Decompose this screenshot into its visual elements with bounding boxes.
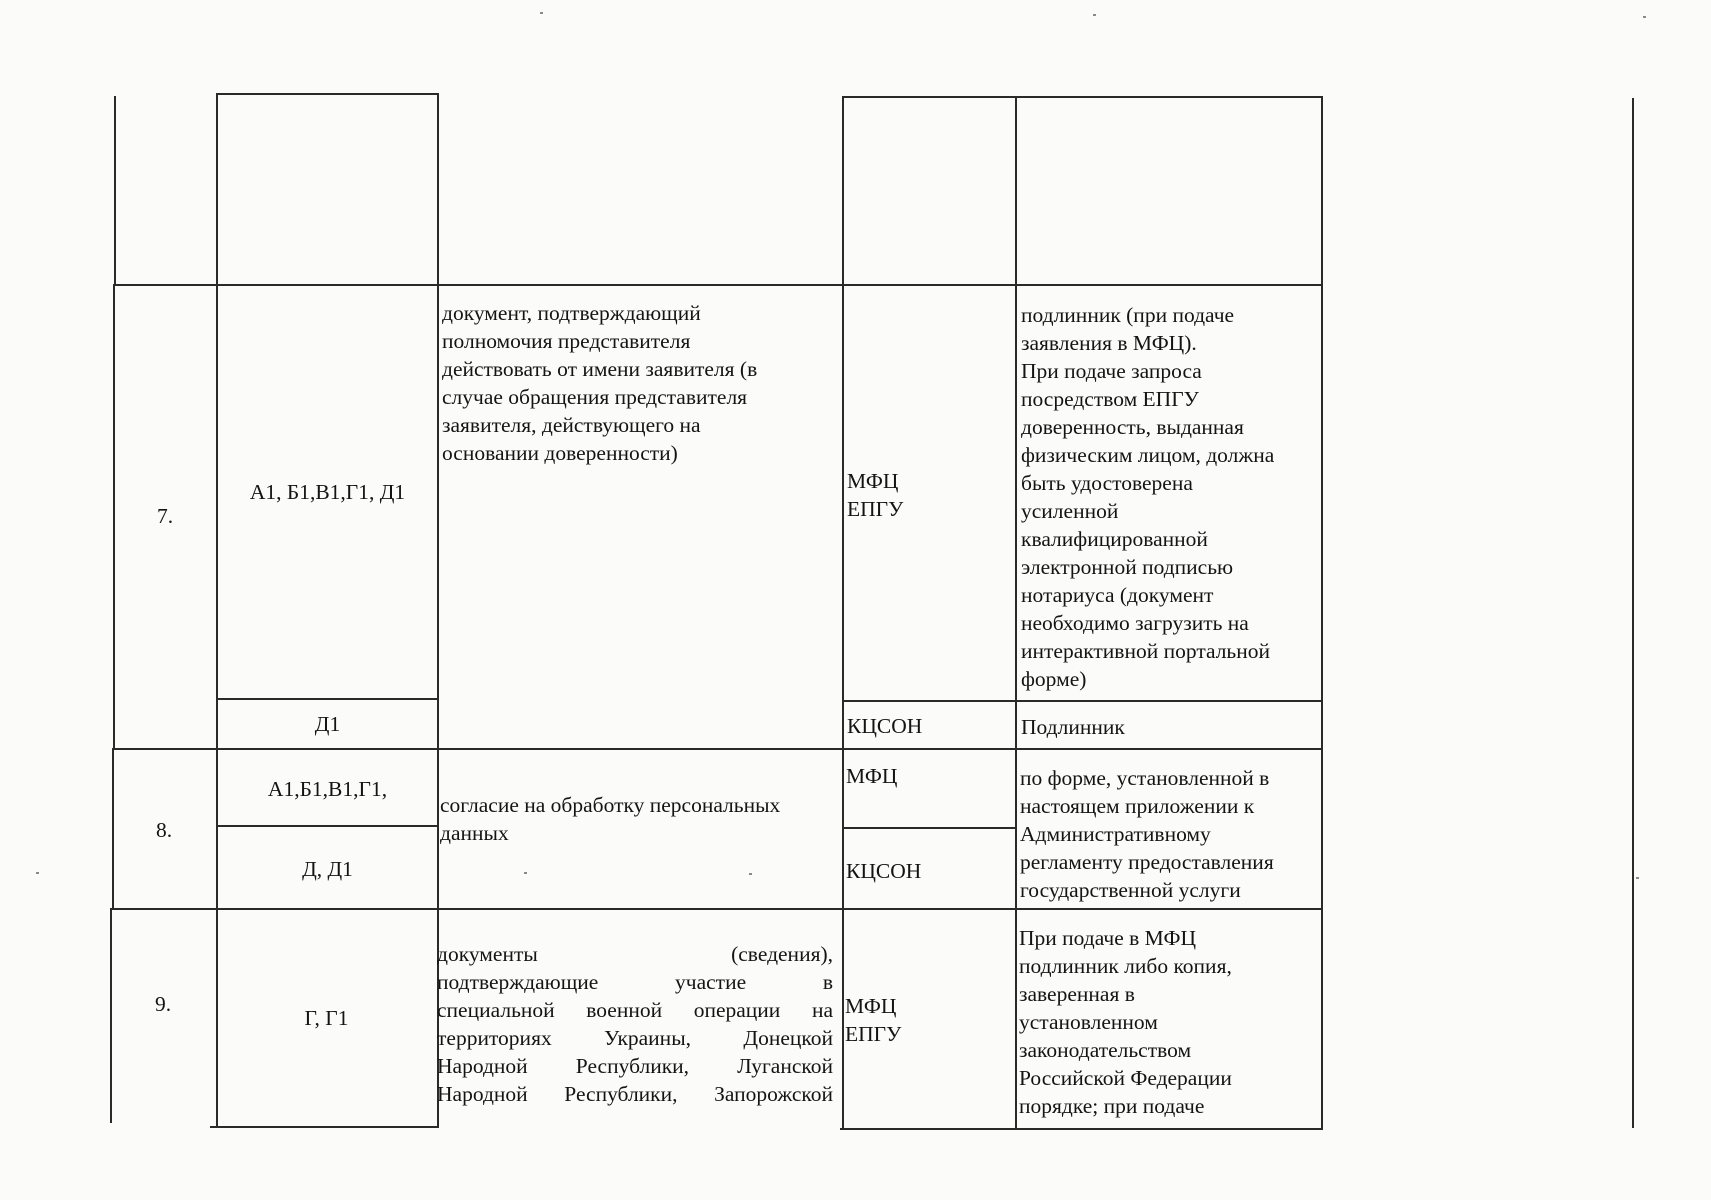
- scan-speck: [1643, 16, 1646, 18]
- row-separator: [842, 700, 1322, 702]
- row-separator: [842, 827, 1015, 829]
- document-line: подтверждающие участие в: [437, 970, 833, 994]
- category-cell: Д, Д1: [302, 857, 353, 881]
- row-separator: [216, 825, 438, 827]
- table-border: [842, 96, 844, 1128]
- scan-speck: [1636, 877, 1639, 879]
- table-border-left: [114, 96, 116, 286]
- table-border: [1321, 96, 1323, 1130]
- scan-speck: [36, 872, 39, 874]
- scan-speck: [1093, 14, 1096, 16]
- scan-speck: [540, 12, 543, 14]
- requirements-cell: подлинник (при подаче заявления в МФЦ). При подаче запроса посредством ЕПГУ доверенность, выданная физическим лицом, должна быть удостоверена усиленной квалифицированной электронной подписью нотариуса (документ необходимо загрузить на интерактивной портальной форме): [1021, 303, 1275, 691]
- row-number: 7.: [156, 504, 174, 528]
- row-separator: [216, 698, 438, 700]
- scan-speck: [524, 872, 527, 874]
- requirements-cell: по форме, установленной в настоящем приложении к Административному регламенту предоставления государственной услуги: [1020, 766, 1274, 902]
- row-separator: [112, 748, 1322, 750]
- table-border: [1015, 96, 1017, 1128]
- submission-method-cell: КЦСОН: [847, 714, 923, 738]
- table-border: [216, 93, 218, 1128]
- submission-method-cell: МФЦ: [846, 764, 898, 788]
- row-separator: [114, 284, 1322, 286]
- document-name-cell: [437, 940, 833, 1108]
- table-border: [842, 96, 1323, 98]
- submission-method-cell: КЦСОН: [846, 859, 922, 883]
- category-cell: А1, Б1,В1,Г1, Д1: [249, 480, 406, 504]
- page-border-right: [1632, 98, 1634, 1128]
- document-line: специальной военной операции на: [437, 998, 833, 1022]
- table-bottom-border: [840, 1128, 1322, 1130]
- category-cell: Д1: [314, 712, 341, 736]
- table-border: [216, 93, 439, 95]
- table-bottom-border: [210, 1126, 438, 1128]
- document-name-cell: документ, подтверждающий полномочия представителя действовать от имени заявителя (в случае обращения представителя заявителя, действующего на основании доверенности): [442, 301, 758, 465]
- document-line: Народной Республики, Луганской: [437, 1054, 833, 1078]
- document-line: документы (сведения),: [437, 942, 833, 966]
- category-cell: Г, Г1: [304, 1006, 349, 1030]
- submission-method-cell: МФЦ ЕПГУ: [847, 469, 904, 521]
- requirements-cell: При подаче в МФЦ подлинник либо копия, заверенная в установленном законодательством Российской Федерации порядке; при подаче: [1019, 926, 1232, 1118]
- requirements-cell: Подлинник: [1021, 715, 1125, 739]
- scan-speck: [749, 873, 752, 875]
- document-line: Народной Республики, Запорожской: [437, 1082, 833, 1106]
- submission-method-cell: МФЦ ЕПГУ: [845, 994, 902, 1046]
- row-separator: [110, 908, 1322, 910]
- row-number: 8.: [155, 818, 173, 842]
- row-number: 9.: [154, 992, 172, 1016]
- category-cell: А1,Б1,В1,Г1,: [267, 777, 388, 801]
- document-line: территориях Украины, Донецкой: [437, 1026, 833, 1050]
- document-name-cell: согласие на обработку персональных данных: [440, 793, 781, 845]
